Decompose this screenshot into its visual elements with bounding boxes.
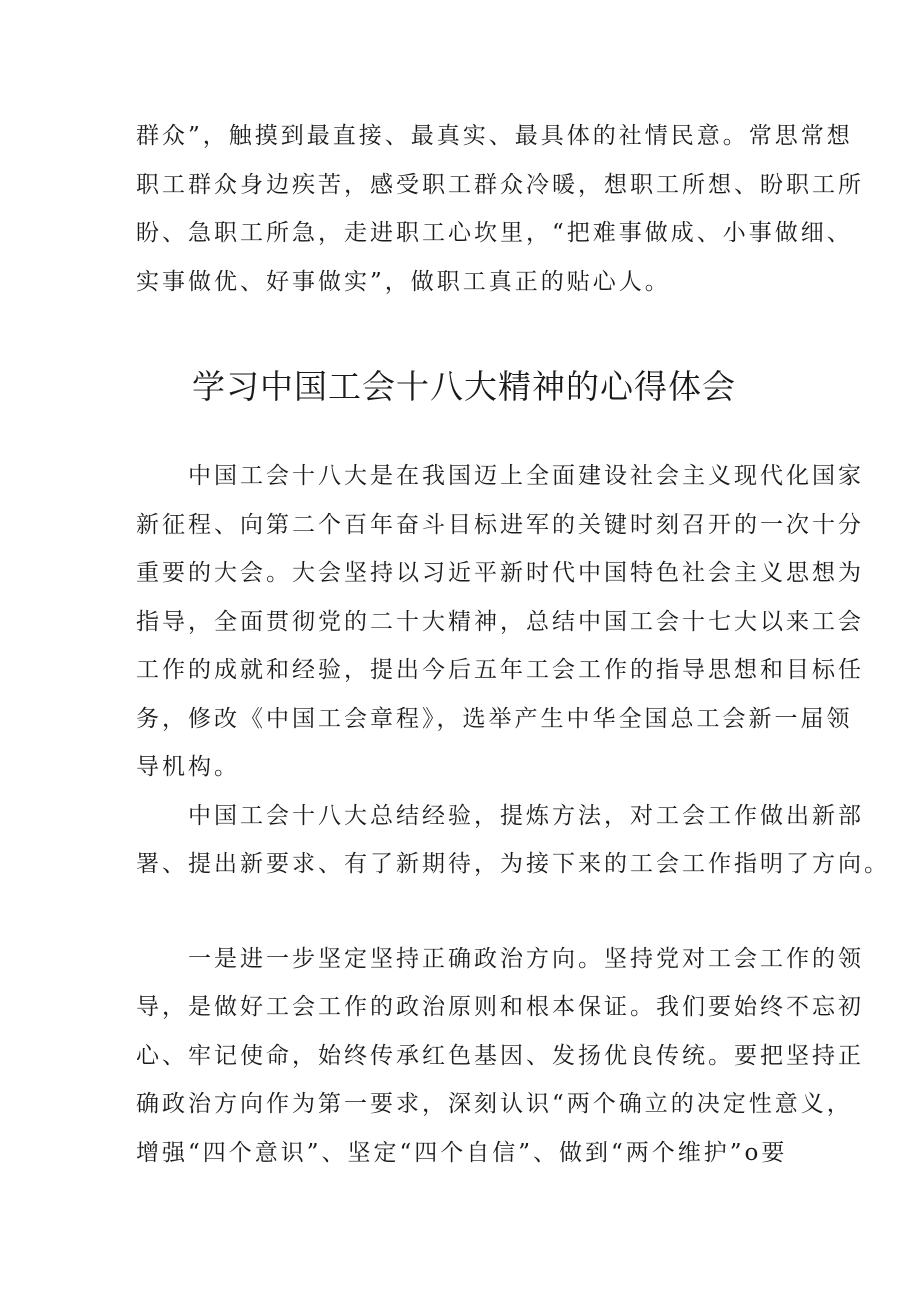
text-line: 群众”，触摸到最直接、最真实、最具体的社情民意。常思常想 bbox=[136, 123, 853, 149]
text-line: 导，是做好工会工作的政治原则和根本保证。我们要始终不忘初 bbox=[136, 994, 864, 1020]
text-line: 一是进一步坚定坚持正确政治方向。坚持党对工会工作的领 bbox=[188, 945, 864, 972]
text-line: 确政治方向作为第一要求，深刻认识“两个确立的决定性意义， bbox=[136, 1091, 853, 1117]
paragraph-point-one bbox=[136, 935, 864, 1178]
text-line: 中国工会十八大是在我国迈上全面建设社会主义现代化国家 bbox=[188, 463, 864, 489]
text-line: 新征程、向第二个百年奋斗目标进军的关键时刻召开的一次十分 bbox=[136, 511, 864, 538]
text-line: 盼、急职工所急，走进职工心坎里，“把难事做成、小事做细、 bbox=[136, 220, 853, 246]
text-line: 增强“四个意识”、坚定“四个自信”、做到“两个维护”o要 bbox=[136, 1139, 788, 1166]
continuation-paragraph bbox=[136, 112, 864, 306]
text-line: 实事做优、好事做实”，做职工真正的贴心人。 bbox=[136, 268, 671, 295]
text-line: 职工群众身边疾苦，感受职工群众冷暖，想职工所想、盼职工所 bbox=[136, 171, 864, 198]
text-line: 工作的成就和经验，提出今后五年工会工作的指导思想和目标任 bbox=[136, 657, 864, 683]
text-line: 导机构。 bbox=[136, 754, 240, 780]
text-line: 务，修改《中国工会章程》，选举产生中华全国总工会新一届领 bbox=[136, 705, 853, 732]
paragraph-intro bbox=[136, 452, 864, 792]
text-line: 署、提出新要求、有了新期待，为接下来的工会工作指明了方向。 bbox=[136, 851, 890, 877]
text-line: 指导，全面贯彻党的二十大精神，总结中国工会十七大以来工会 bbox=[136, 608, 864, 635]
text-line: 心、牢记使命，始终传承红色基因、发扬优良传统。要把坚持正 bbox=[136, 1042, 864, 1069]
document-page bbox=[136, 112, 890, 1177]
paragraph-summary bbox=[136, 792, 890, 889]
document-title: 学习中国工会十八大精神的心得体会 bbox=[192, 367, 736, 406]
text-line: 重要的大会。大会坚持以习近平新时代中国特色社会主义思想为 bbox=[136, 560, 864, 586]
text-line: 中国工会十八大总结经验，提炼方法，对工会工作做出新部 bbox=[188, 802, 864, 829]
paragraph-gap bbox=[136, 889, 792, 935]
